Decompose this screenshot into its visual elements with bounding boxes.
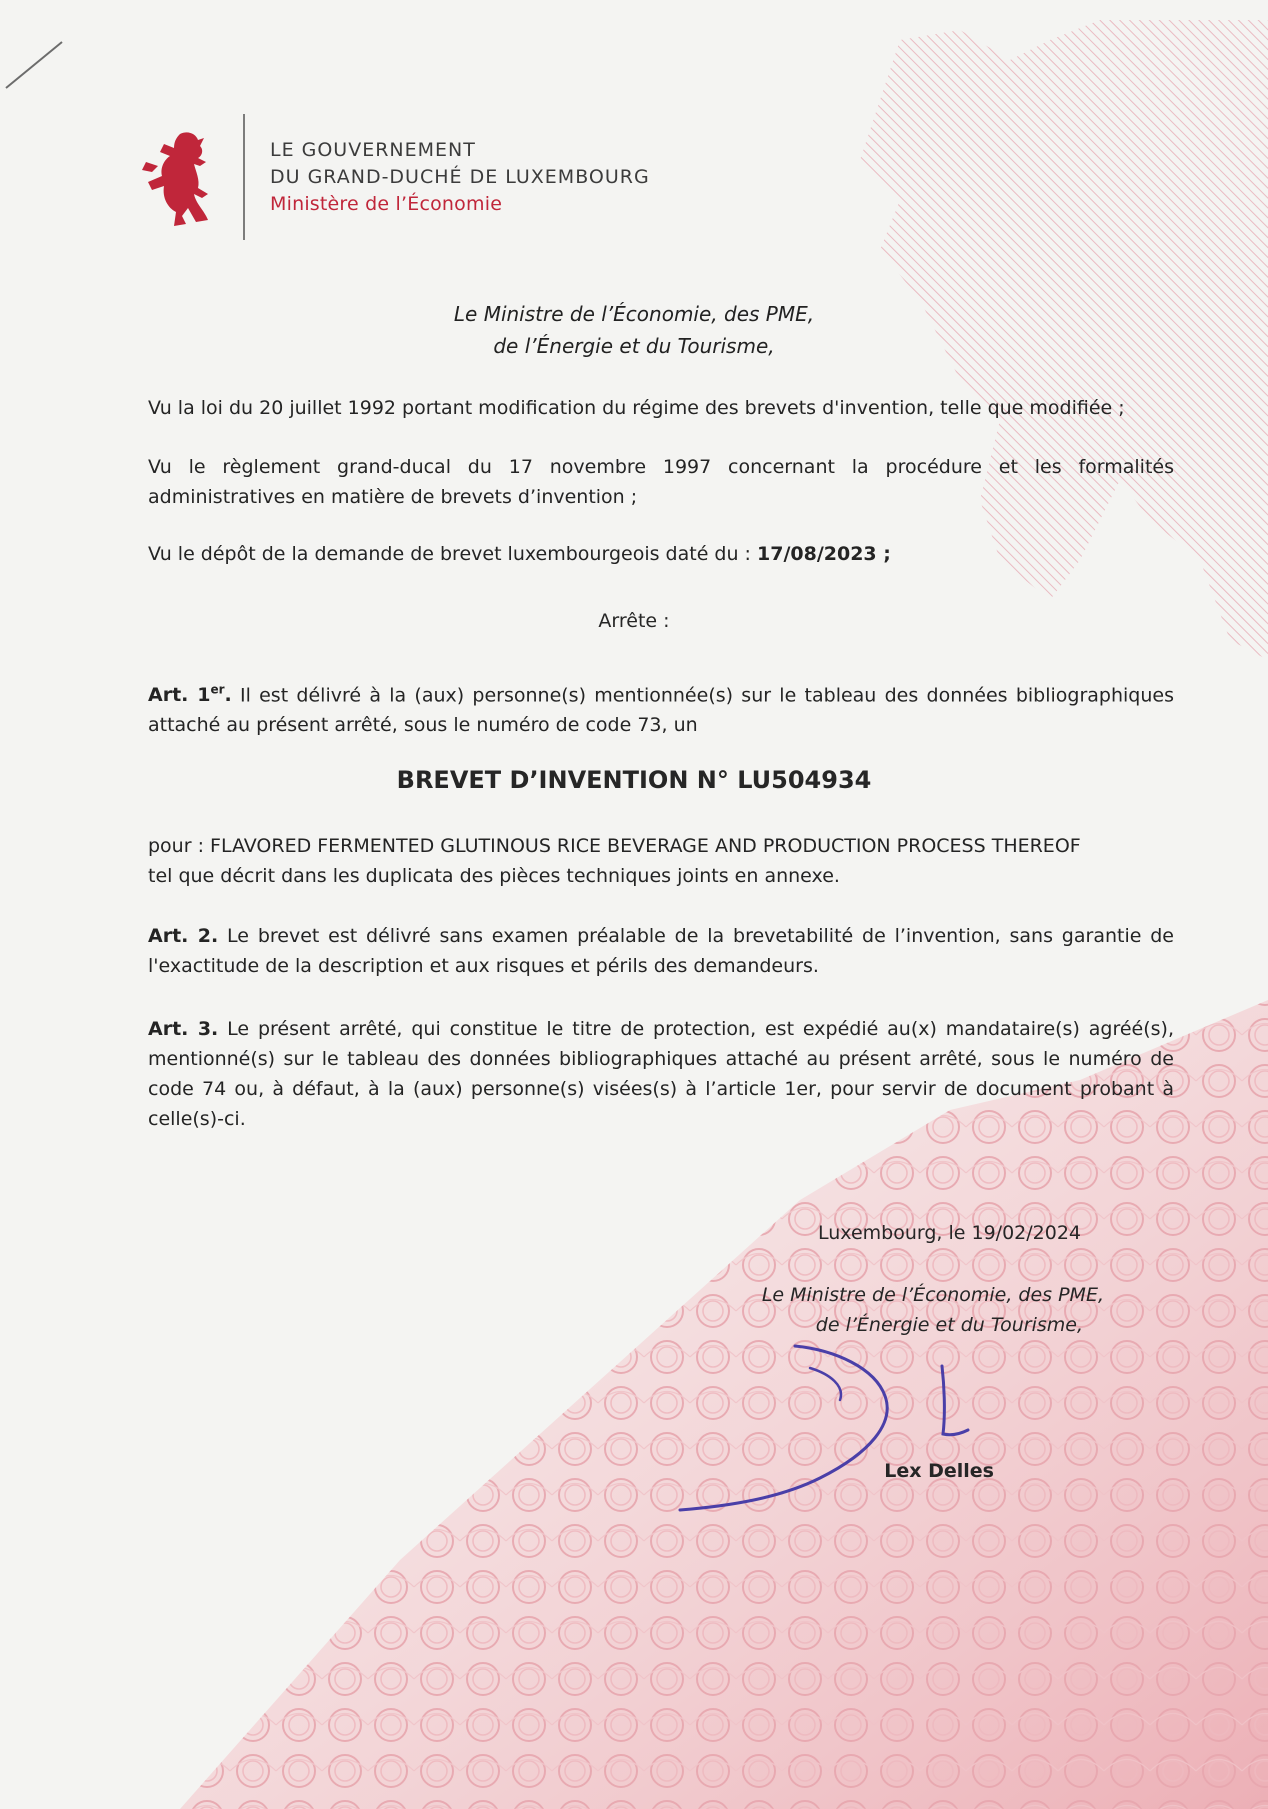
government-block [270, 137, 650, 218]
government-line-1: LE GOUVERNEMENT [270, 139, 476, 161]
depot-date: 17/08/2023 ; [757, 543, 891, 565]
signatory-name: Lex Delles [884, 1460, 994, 1482]
place-date: Luxembourg, le 19/02/2024 [817, 1222, 1081, 1244]
signatory-title-line-1: Le Ministre de l’Économie, des PME, [761, 1284, 1104, 1306]
vu-loi: Vu la loi du 20 juillet 1992 portant modification du régime des brevets d'invention, telle que modifiée ; [148, 397, 1125, 419]
invention-description: tel que décrit dans les duplicata des pièces techniques joints en annexe. [148, 865, 840, 887]
handwritten-signature [660, 1338, 990, 1518]
article-2-text: Le brevet est délivré sans examen préalable de la brevetabilité de l’invention, sans garantie de l'exactitude de la description et aux risques et périls des demandeurs. [148, 925, 1174, 977]
minister-heading [0, 298, 1268, 362]
header-divider [243, 114, 245, 240]
ministry-name: Ministère de l’Économie [270, 193, 503, 215]
red-lion-icon [138, 128, 222, 228]
minister-heading-line-1: Le Ministre de l’Économie, des PME, [453, 302, 815, 326]
pour-block [148, 831, 1174, 891]
article-1-text: Il est délivré à la (aux) personne(s) mentionnée(s) sur le tableau des données bibliographiques attaché au présent arrêté, sous le numéro de code 73, un [148, 684, 1174, 737]
article-1-label-text: Art. 1 [148, 684, 211, 707]
government-line-2: DU GRAND-DUCHÉ DE LUXEMBOURG [270, 166, 650, 188]
minister-heading-line-2: de l’Énergie et du Tourisme, [493, 334, 775, 358]
arrete-heading: Arrête : [598, 610, 670, 632]
article-3-label: Art. 3. [148, 1018, 219, 1040]
invention-title: pour : FLAVORED FERMENTED GLUTINOUS RICE BEVERAGE AND PRODUCTION PROCESS THEREOF [148, 835, 1081, 857]
signatory-title [640, 1280, 1104, 1340]
article-3-text: Le présent arrêté, qui constitue le titre de protection, est expédié au(x) mandataire(s) agréé(s), mentionné(s) sur le tableau des données bibliographiques attaché au présent arrêté, sous le numéro de code 74 ou, à défaut, à la (aux) personne(s) visées(s) à l’article 1er, pour servir de document probant à celle(s)-ci. [148, 1018, 1174, 1130]
article-1-label-end: . [224, 684, 232, 707]
vu-depot-text: Vu le dépôt de la demande de brevet luxembourgeois daté du : [148, 543, 758, 565]
article-1 [148, 675, 1174, 740]
article-3 [148, 1014, 1174, 1134]
vu-reglement: Vu le règlement grand-ducal du 17 novembre 1997 concernant la procédure et les formalités administratives en matière de brevets d’invention ; [148, 456, 1174, 508]
signatory-title-line-2: de l’Énergie et du Tourisme, [815, 1314, 1083, 1336]
patent-title: BREVET D’INVENTION N° LU504934 [396, 766, 872, 794]
vu-depot [148, 539, 1174, 569]
article-1-sup: er [210, 683, 225, 697]
article-2 [148, 921, 1174, 981]
article-2-label: Art. 2. [148, 925, 219, 947]
article-1-label [148, 684, 232, 706]
